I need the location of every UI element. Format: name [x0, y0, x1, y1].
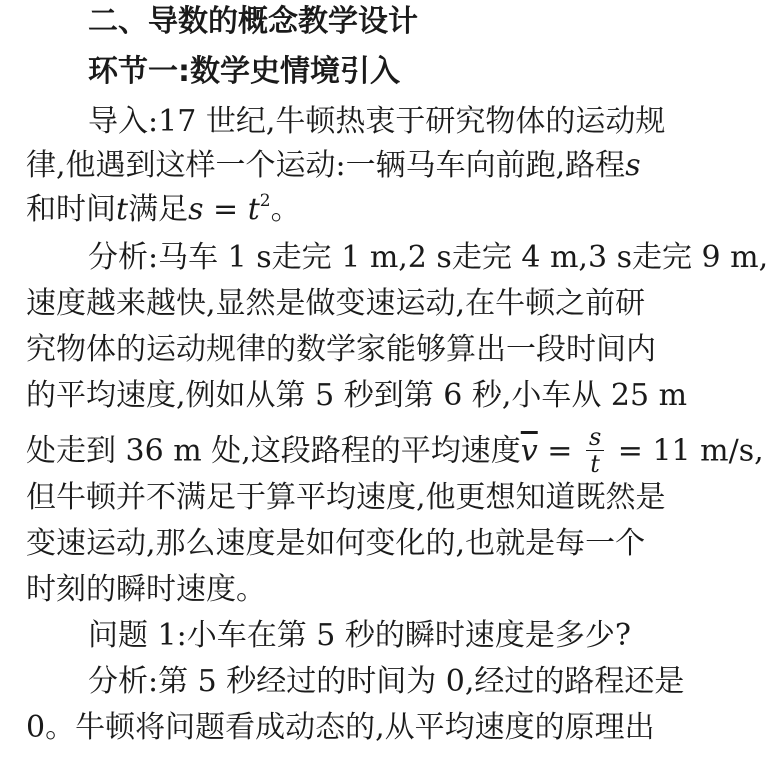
text-span: 满足 [128, 192, 189, 227]
subsection-title: 环节一:数学史情境引入 [88, 54, 400, 89]
formula-t: t [247, 192, 260, 227]
formula-equals: = [203, 192, 248, 227]
formula-s: s [188, 192, 204, 227]
text-span: 。 [270, 192, 301, 227]
average-velocity-symbol: $\overline{v}$ [520, 433, 538, 469]
paragraph-analysis-line-2: 速度越来越快,显然是做变速运动,在牛顿之前研 [26, 286, 646, 321]
paragraph-analysis2-line-2: 0。牛顿将问题看成动态的,从平均速度的原理出 [26, 710, 655, 745]
section-title: 二、导数的概念教学设计 [88, 4, 418, 39]
paragraph-intro-line-2 [26, 146, 641, 186]
formula-equals: = [537, 433, 582, 469]
paragraph-analysis-line-5 [26, 423, 764, 479]
paragraph-analysis-line-8: 时刻的瞬时速度。 [26, 572, 266, 607]
question-1: 问题 1:小车在第 5 秒的瞬时速度是多少? [88, 618, 631, 653]
paragraph-intro-line-1: 导入:17 世纪,牛顿热衷于研究物体的运动规 [88, 104, 666, 139]
variable-t: t [116, 192, 129, 227]
paragraph-analysis-line-7: 变速运动,那么速度是如何变化的,也就是每一个 [26, 526, 646, 561]
fraction-numerator: s [586, 424, 604, 451]
variable-s: s [625, 148, 641, 183]
paragraph-analysis-line-4: 的平均速度,例如从第 5 秒到第 6 秒,小车从 25 m [26, 378, 688, 413]
fraction-denominator: t [590, 450, 600, 478]
formula-exponent: 2 [259, 191, 271, 211]
fraction-s-over-t [586, 424, 604, 477]
text-span: 律,他遇到这样一个运动:一辆马车向前跑,路程 [26, 148, 626, 183]
paragraph-intro-line-3 [26, 190, 301, 230]
text-span: 处走到 36 m 处,这段路程的平均速度 [26, 433, 521, 469]
text-span: 和时间 [26, 192, 116, 227]
paragraph-analysis2-line-1: 分析:第 5 秒经过的时间为 0,经过的路程还是 [88, 664, 685, 699]
paragraph-analysis-line-1: 分析:马车 1 s走完 1 m,2 s走完 4 m,3 s走完 9 m, [88, 240, 768, 275]
paragraph-analysis-line-3: 究物体的运动规律的数学家能够算出一段时间内 [26, 332, 656, 367]
paragraph-analysis-line-6: 但牛顿并不满足于算平均速度,他更想知道既然是 [26, 480, 666, 515]
text-span: = 11 m/s, [608, 433, 764, 469]
